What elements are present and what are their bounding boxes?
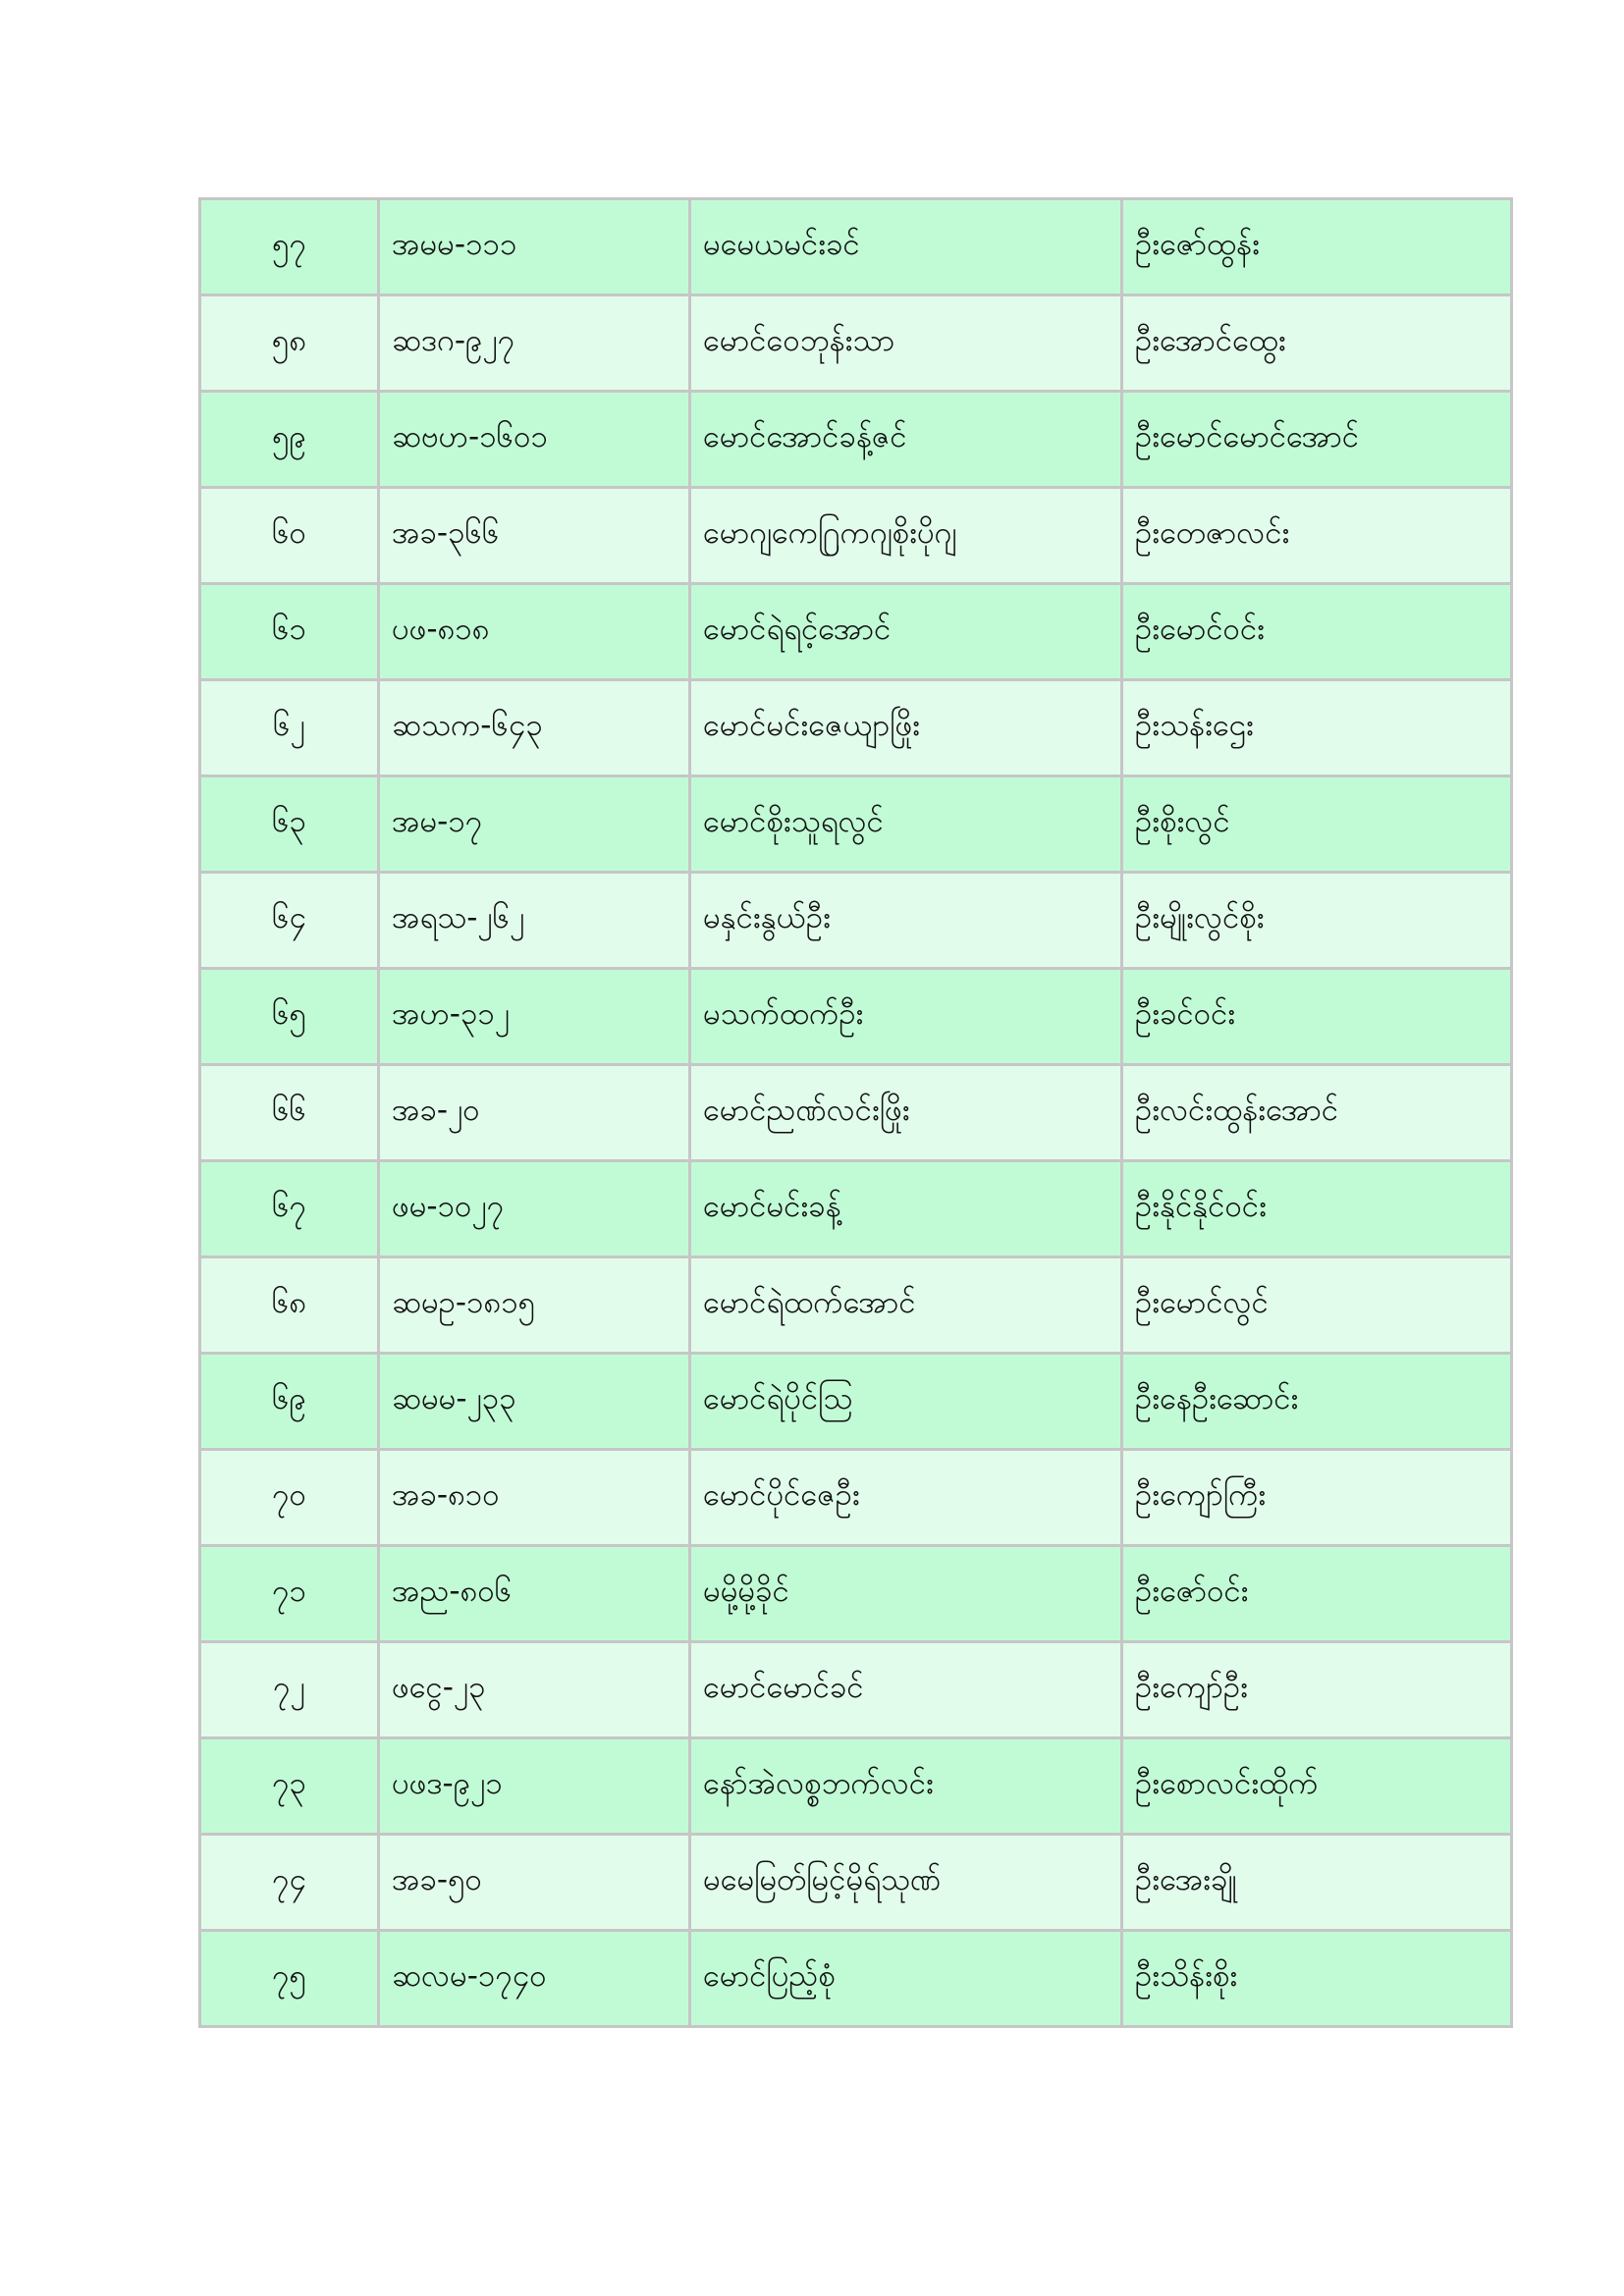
student-name-cell: မောင်ဝေဘုန်းသာ xyxy=(690,295,1122,392)
row-number-cell: ၇၃ xyxy=(200,1738,379,1835)
row-number-cell: ၆၂ xyxy=(200,680,379,776)
registration-id-cell: ဖမ-၁၀၂၇ xyxy=(379,1161,690,1257)
row-number-cell: ၅၈ xyxy=(200,295,379,392)
row-number-cell: ၅၉ xyxy=(200,392,379,488)
parent-name-cell: ဦးမောင်ဝင်း xyxy=(1122,584,1512,680)
registration-id-cell: အရသ-၂၆၂ xyxy=(379,873,690,969)
student-name-cell: မောင်မင်းဇေယျာဖြိုး xyxy=(690,680,1122,776)
parent-name-cell: ဦးသန်းဌေး xyxy=(1122,680,1512,776)
parent-name-cell: ဦးလင်းထွန်းအောင် xyxy=(1122,1065,1512,1161)
parent-name-cell: ဦးဇော်ဝင်း xyxy=(1122,1546,1512,1642)
table-row xyxy=(200,584,1512,680)
student-name-cell: မမေမြတ်မြင့်မိုရ်သုဏ် xyxy=(690,1835,1122,1931)
row-number-cell: ၆၁ xyxy=(200,584,379,680)
parent-name-cell: ဦးကျော်ကြီး xyxy=(1122,1450,1512,1546)
registration-id-cell: ဆသက-၆၄၃ xyxy=(379,680,690,776)
student-name-cell: မောင်ရဲပိုင်ဩ xyxy=(690,1354,1122,1450)
registration-id-cell: ပဖဒ-၉၂၁ xyxy=(379,1738,690,1835)
registration-id-cell: ဆဗဟ-၁၆၀၁ xyxy=(379,392,690,488)
parent-name-cell: ဦးစိုးလွင် xyxy=(1122,776,1512,873)
table-row xyxy=(200,1450,1512,1546)
parent-name-cell: ဦးသိန်းစိုး xyxy=(1122,1931,1512,2027)
parent-name-cell: ဦးအေးချို xyxy=(1122,1835,1512,1931)
row-number-cell: ၆၃ xyxy=(200,776,379,873)
parent-name-cell: ဦးအောင်ထွေး xyxy=(1122,295,1512,392)
parent-name-cell: ဦးမောင်လွင် xyxy=(1122,1257,1512,1354)
registration-id-cell: အည-၈၀၆ xyxy=(379,1546,690,1642)
table-row xyxy=(200,873,1512,969)
student-name-cell: နော်အဲလစ္စဘက်လင်း xyxy=(690,1738,1122,1835)
student-name-cell: မောင်ပြည့်စုံ xyxy=(690,1931,1122,2027)
row-number-cell: ၇၀ xyxy=(200,1450,379,1546)
table-row xyxy=(200,776,1512,873)
table-body xyxy=(200,199,1512,2027)
row-number-cell: ၆၉ xyxy=(200,1354,379,1450)
student-name-cell: မောင်အောင်ခန့်ဇင် xyxy=(690,392,1122,488)
table-row xyxy=(200,969,1512,1065)
student-name-cell: မသက်ထက်ဦး xyxy=(690,969,1122,1065)
student-name-cell: မောင်ညဏ်လင်းဖြိုး xyxy=(690,1065,1122,1161)
registration-id-cell: အခ-၂၀ xyxy=(379,1065,690,1161)
parent-name-cell: ဦးမျိုးလွင်စိုး xyxy=(1122,873,1512,969)
student-name-cell: မနှင်းနွယ်ဦး xyxy=(690,873,1122,969)
registration-id-cell: အမမ-၁၁၁ xyxy=(379,199,690,295)
table-row xyxy=(200,392,1512,488)
registration-id-cell: ဆမဥ-၁၈၁၅ xyxy=(379,1257,690,1354)
table-row xyxy=(200,1065,1512,1161)
row-number-cell: ၇၂ xyxy=(200,1642,379,1738)
row-number-cell: ၇၅ xyxy=(200,1931,379,2027)
table-row xyxy=(200,1642,1512,1738)
registration-id-cell: အခ-၅၀ xyxy=(379,1835,690,1931)
row-number-cell: ၇၄ xyxy=(200,1835,379,1931)
registration-id-cell: ဆမမ-၂၃၃ xyxy=(379,1354,690,1450)
student-name-cell: မမေယမင်းခင် xyxy=(690,199,1122,295)
table-row xyxy=(200,1738,1512,1835)
row-number-cell: ၆၅ xyxy=(200,969,379,1065)
parent-name-cell: ဦးခင်ဝင်း xyxy=(1122,969,1512,1065)
table-row xyxy=(200,1161,1512,1257)
row-number-cell: ၅၇ xyxy=(200,199,379,295)
student-name-cell: မောင်ရဲရင့်အောင် xyxy=(690,584,1122,680)
registration-id-cell: အခ-၈၁၀ xyxy=(379,1450,690,1546)
student-name-cell: မောင်မောင်ခင် xyxy=(690,1642,1122,1738)
table-row xyxy=(200,680,1512,776)
registration-id-cell: ဆလမ-၁၇၄၀ xyxy=(379,1931,690,2027)
registration-id-cell: ဖငွေ-၂၃ xyxy=(379,1642,690,1738)
table-row xyxy=(200,199,1512,295)
table-row xyxy=(200,1354,1512,1450)
parent-name-cell: ဦးကျော်ဦး xyxy=(1122,1642,1512,1738)
table-row xyxy=(200,1546,1512,1642)
student-name-cell: မမို့မို့ခိုင် xyxy=(690,1546,1122,1642)
row-number-cell: ၆၆ xyxy=(200,1065,379,1161)
student-name-cell: မောင်ပိုင်ဇေဦး xyxy=(690,1450,1122,1546)
student-table xyxy=(198,197,1513,2028)
parent-name-cell: ဦးမောင်မောင်အောင် xyxy=(1122,392,1512,488)
parent-name-cell: ဦးနိုင်နိုင်ဝင်း xyxy=(1122,1161,1512,1257)
table-row xyxy=(200,1931,1512,2027)
table-row xyxy=(200,488,1512,584)
table-row xyxy=(200,1835,1512,1931)
parent-name-cell: ဦးနေဦးဆောင်း xyxy=(1122,1354,1512,1450)
registration-id-cell: ပဖ-၈၁၈ xyxy=(379,584,690,680)
student-name-cell: မောင်မင်းခန့် xyxy=(690,1161,1122,1257)
row-number-cell: ၆၇ xyxy=(200,1161,379,1257)
student-name-cell: မောဂျကေ႐ြကဂျစိုးပိုဂျ xyxy=(690,488,1122,584)
registration-id-cell: အခ-၃၆၆ xyxy=(379,488,690,584)
parent-name-cell: ဦးဇော်ထွန်း xyxy=(1122,199,1512,295)
registration-id-cell: အဟ-၃၁၂ xyxy=(379,969,690,1065)
row-number-cell: ၇၁ xyxy=(200,1546,379,1642)
row-number-cell: ၆၀ xyxy=(200,488,379,584)
parent-name-cell: ဦးတေဇာလင်း xyxy=(1122,488,1512,584)
parent-name-cell: ဦးစောလင်းထိုက် xyxy=(1122,1738,1512,1835)
row-number-cell: ၆၈ xyxy=(200,1257,379,1354)
registration-id-cell: ဆဒဂ-၉၂၇ xyxy=(379,295,690,392)
table-row xyxy=(200,1257,1512,1354)
student-name-cell: မောင်စိုးသူရလွင် xyxy=(690,776,1122,873)
table-row xyxy=(200,295,1512,392)
registration-id-cell: အမ-၁၇ xyxy=(379,776,690,873)
row-number-cell: ၆၄ xyxy=(200,873,379,969)
student-name-cell: မောင်ရဲထက်အောင် xyxy=(690,1257,1122,1354)
